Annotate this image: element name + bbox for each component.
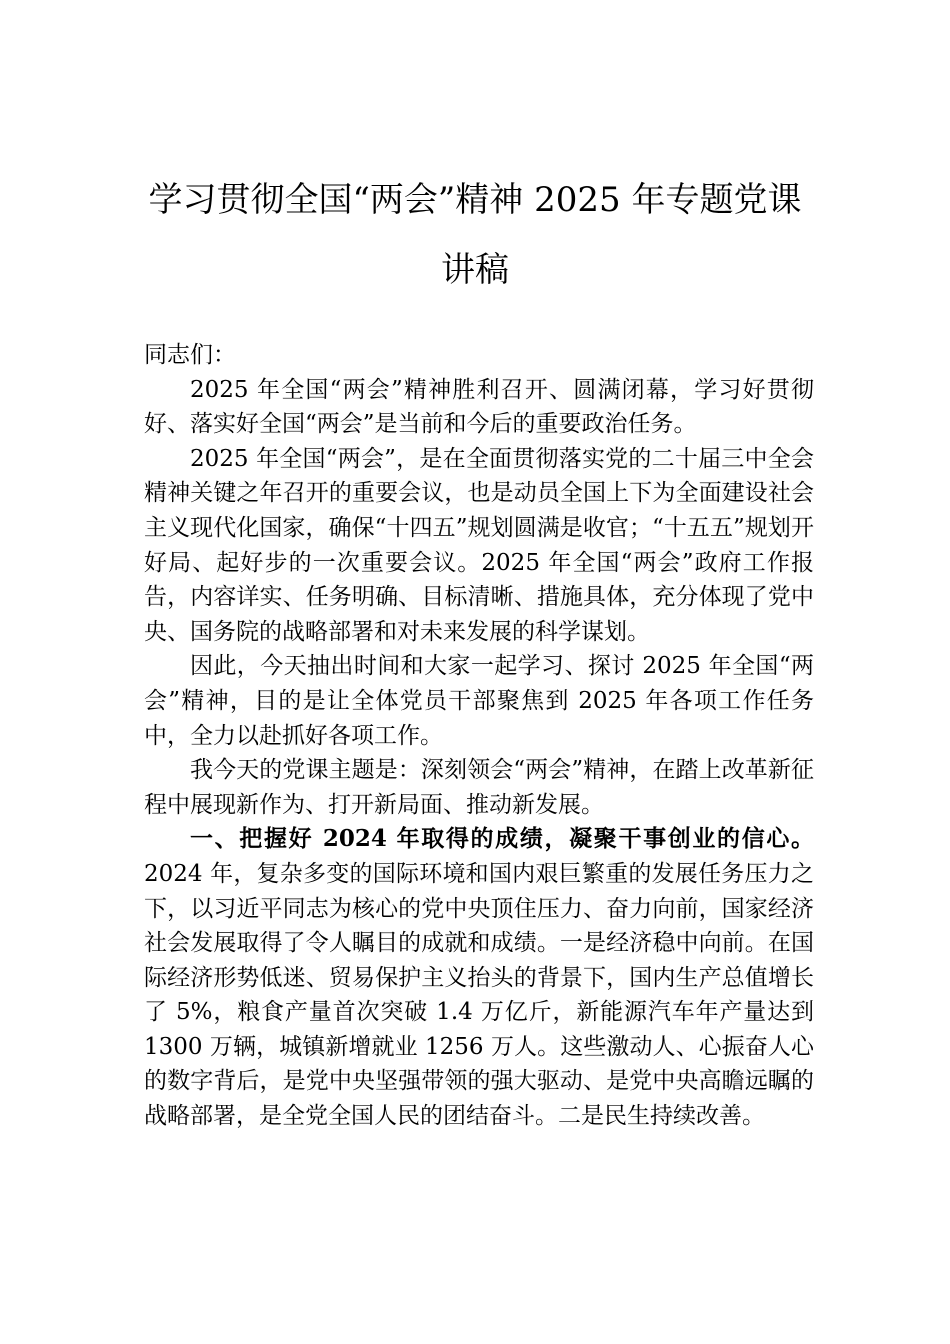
paragraph-2: 2025 年全国“两会”，是在全面贯彻落实党的二十届三中全会精神关键之年召开的重要会议，也是动员全国上下为全面建设社会主义现代化国家，确保“十四五”规划圆满是收官；“十五五”规划开好局、起好步的一次重要会议。2025 年全国“两会”政府工作报告，内容详实、任务明确、目标清晰、措施具体，充分体现了党中央、国务院的战略部署和对未来发展的科学谋划。 <box>144 445 814 645</box>
section-1-heading: 一、把握好 2024 年取得的成绩，凝聚干事创业的信心。 <box>190 825 814 853</box>
salutation: 同志们： <box>144 342 236 368</box>
paragraph-1: 2025 年全国“两会”精神胜利召开、圆满闭幕，学习好贯彻好、落实好全国“两会”是当前和今后的重要政治任务。 <box>144 376 814 438</box>
document-body <box>144 338 814 1134</box>
document-title-line-1: 学习贯彻全国“两会”精神 2025 年专题党课 <box>148 180 802 220</box>
section-1-text: 2024 年，复杂多变的国际环境和国内艰巨繁重的发展任务压力之下，以习近平同志为核心的党中央顶住压力、奋力向前，国家经济社会发展取得了令人瞩目的成就和成绩。一是经济稳中向前。在国际经济形势低迷、贸易保护主义抬头的背景下，国内生产总值增长了 5%，粮食产量首次突破 1.4 万亿斤，新能源汽车年产量达到 1300 万辆，城镇新增就业 1256 万人。这些激动人、心振奋人心的数字背后，是党中央坚强带领的强大驱动、是党中央高瞻远瞩的战略部署，是全党全国人民的团结奋斗。二是民生持续改善。 <box>144 860 814 1130</box>
paragraph-3: 因此，今天抽出时间和大家一起学习、探讨 2025 年全国“两会”精神，目的是让全体党员干部聚焦到 2025 年各项工作任务中，全力以赴抓好各项工作。 <box>144 653 814 749</box>
section-1-paragraph <box>144 822 814 1133</box>
document-title-line-2: 讲稿 <box>441 250 509 290</box>
paragraph-4: 我今天的党课主题是：深刻领会“两会”精神，在踏上改革新征程中展现新作为、打开新局面、推动新发展。 <box>144 757 814 818</box>
